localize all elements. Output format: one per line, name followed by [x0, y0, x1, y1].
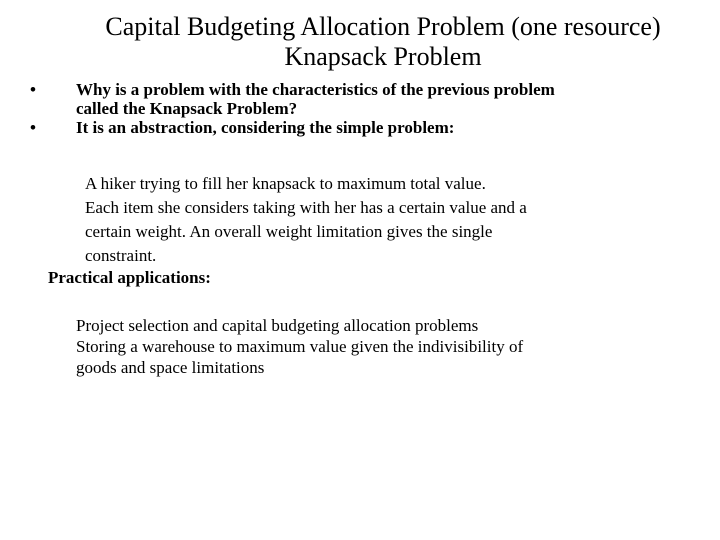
bullet-item [30, 80, 690, 118]
application-line: Storing a warehouse to maximum value given the indivisibility of [76, 337, 524, 356]
paragraph-line: Each item she considers taking with her has a certain value and a [85, 198, 527, 217]
bullet-text-line: called the Knapsack Problem? [76, 99, 298, 118]
bullet-marker: • [30, 80, 36, 99]
title-line-1: Capital Budgeting Allocation Problem (one resource) [105, 12, 661, 41]
paragraph-line: A hiker trying to fill her knapsack to maximum total value. [85, 174, 486, 193]
hiker-paragraph [85, 172, 645, 268]
application-line: goods and space limitations [76, 358, 265, 377]
bullet-list [30, 80, 690, 137]
applications-list [76, 315, 676, 378]
practical-applications-heading: Practical applications: [48, 268, 211, 287]
bullet-marker: • [30, 118, 36, 137]
paragraph-line: constraint. [85, 246, 157, 265]
paragraph-line: certain weight. An overall weight limitation gives the single [85, 222, 493, 241]
bullet-item [30, 118, 690, 137]
bullet-text-line: Why is a problem with the characteristics of the previous problem [76, 80, 555, 99]
bullet-text-line: It is an abstraction, considering the simple problem: [76, 118, 455, 137]
application-item [76, 336, 676, 378]
slide-title [48, 12, 718, 72]
application-line: Project selection and capital budgeting allocation problems [76, 316, 479, 335]
title-line-2: Knapsack Problem [284, 42, 482, 71]
application-item [76, 315, 676, 336]
